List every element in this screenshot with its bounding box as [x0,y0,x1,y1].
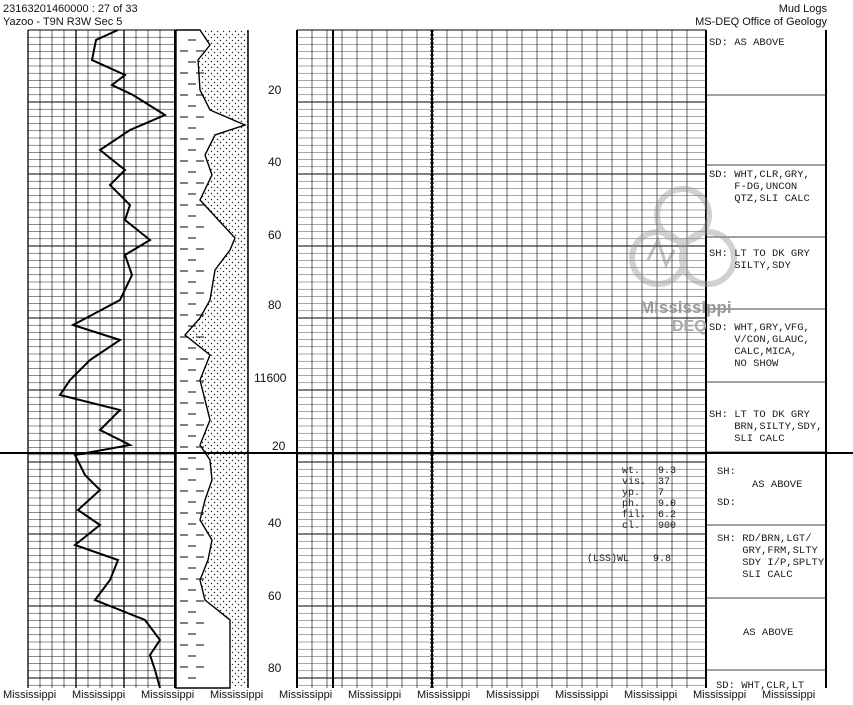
description-6-sand: SD: [717,497,736,509]
description-5: SH: LT TO DK GRY BRN,SILTY,SDY, SLI CALC [709,409,823,445]
description-3: SH: LT TO DK GRY SILTY,SDY [709,248,810,272]
footer-label: Mississippi [417,689,471,701]
footer-label: Mississippi [693,689,747,701]
track-grid-left [28,30,175,688]
footer-label: Mississippi [555,689,609,701]
depth-label-80b: 80 [268,661,282,675]
depth-label-40b: 40 [268,516,282,530]
description-8: AS ABOVE [743,627,794,639]
description-7: SH: RD/BRN,LGT/ GRY,FRM,SLTY SDY I/P,SPLTY SLI CALC [717,533,825,581]
description-6-text: AS ABOVE [752,479,803,491]
description-6-shale: SH: [717,466,736,478]
footer-label: Mississippi [279,689,333,701]
footer-label: Mississippi [624,689,678,701]
footer-label: Mississippi [762,689,816,701]
mud-properties: wt. 9.3 vis. 37 yp. 7 ph. 9.0 fil. 6.2 cl. 900 [622,466,677,532]
description-2: SD: WHT,CLR,GRY, F-DG,UNCON QTZ,SLI CALC [709,169,810,205]
description-1: SD: AS ABOVE [709,37,785,49]
mud-water-loss: (LSS)WL 9.8 [587,554,672,565]
footer-label: Mississippi [72,689,126,701]
document-type: Mud Logs [778,3,827,15]
depth-label-80: 80 [268,298,282,312]
watermark-text-2: DEQ [672,318,707,335]
depth-label-11600: 11600 [254,371,287,385]
watermark-text-1: Mississippi [640,298,732,317]
depth-label-20: 20 [268,83,282,97]
description-4: SD: WHT,GRY,VFG, V/CON,GLAUC, CALC,MICA, NO SHOW [709,322,810,370]
depth-label-40: 40 [268,155,282,169]
footer-label: Mississippi [486,689,540,701]
footer-label: Mississippi [141,689,195,701]
well-location: Yazoo - T9N R3W Sec 5 [3,16,123,28]
footer-label: Mississippi [210,689,264,701]
footer-label: Mississippi [3,689,57,701]
agency-name: MS-DEQ Office of Geology [695,16,827,28]
depth-label-20b: 20 [272,439,286,453]
depth-label-60b: 60 [268,589,282,603]
footer-label: Mississippi [348,689,402,701]
depth-label-60: 60 [268,228,282,242]
description-9: SD: WHT,CLR,LT [716,680,805,692]
document-id: 23163201460000 : 27 of 33 [3,3,138,15]
lithology-track [176,30,248,688]
